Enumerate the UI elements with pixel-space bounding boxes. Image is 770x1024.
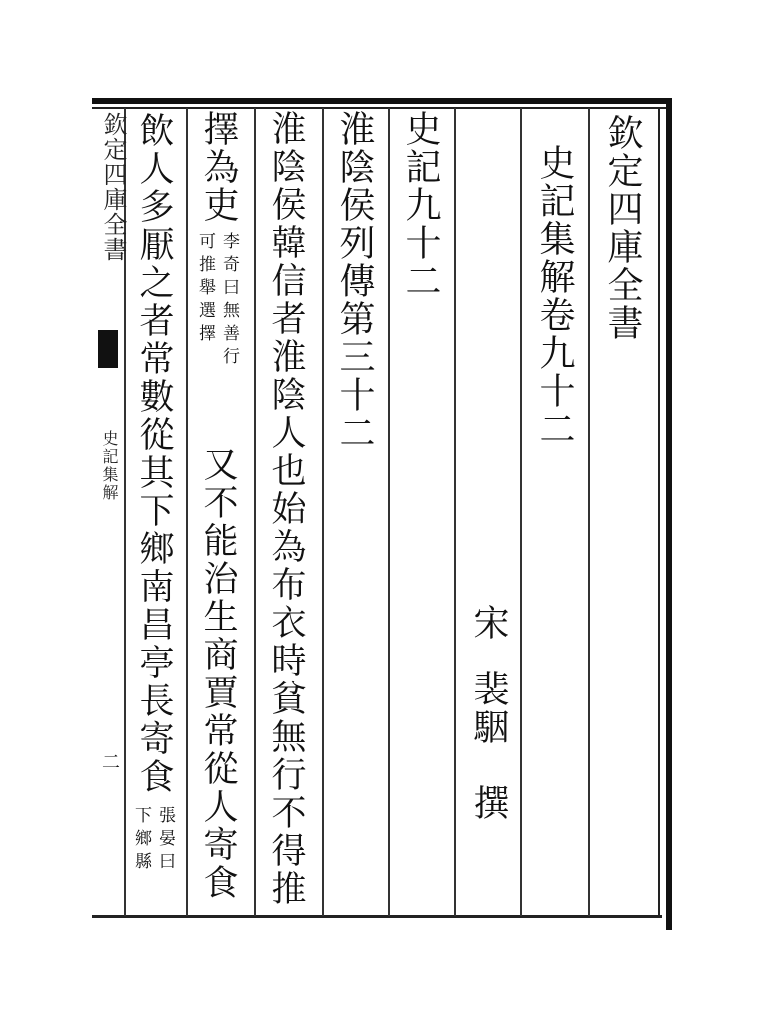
volume-title: 史記集解卷九十二 bbox=[534, 144, 575, 448]
column-rule bbox=[322, 108, 324, 916]
text-line-2-main-b: 又不能治生商賈常從人寄食 bbox=[198, 446, 238, 902]
text-line-2-main-a: 擇為吏 bbox=[198, 110, 239, 224]
column-rule bbox=[186, 108, 188, 916]
margin-page-number: 二 bbox=[99, 752, 120, 770]
page-border-bottom bbox=[92, 915, 662, 918]
text-line-3-main: 飲人多厭之者常數從其下鄉南昌亭長寄食 bbox=[134, 112, 174, 796]
annotation-line-3-right: 張晏曰 bbox=[155, 806, 175, 875]
column-rule bbox=[388, 108, 390, 916]
margin-fishtail-mark bbox=[98, 330, 118, 368]
page-border-top bbox=[92, 98, 670, 104]
annotation-line-2-right: 李奇曰無善行 bbox=[219, 232, 239, 370]
margin-collection-title: 欽定四庫全書 bbox=[99, 112, 127, 262]
author-dynasty: 宋 bbox=[468, 604, 509, 642]
author-action: 撰 bbox=[468, 784, 509, 822]
book-volume-label: 史記九十二 bbox=[400, 110, 441, 300]
author-name: 裴駰 bbox=[468, 670, 509, 746]
page-border-right-inner bbox=[658, 107, 660, 917]
annotation-line-3-left: 下鄉縣 bbox=[131, 806, 151, 875]
column-rule bbox=[254, 108, 256, 916]
page-border-right bbox=[666, 98, 672, 930]
text-line-1: 淮陰侯韓信者淮陰人也始為布衣時貧無行不得推 bbox=[266, 110, 306, 908]
chapter-title: 淮陰侯列傳第三十二 bbox=[334, 110, 375, 452]
margin-book-title: 史記集解 bbox=[100, 430, 119, 502]
column-rule bbox=[520, 108, 522, 916]
column-rule bbox=[454, 108, 456, 916]
annotation-line-2-left: 可推舉選擇 bbox=[195, 232, 215, 347]
page-border-top-inner bbox=[92, 107, 670, 109]
column-rule bbox=[588, 108, 590, 916]
collection-title: 欽定四庫全書 bbox=[602, 114, 643, 342]
